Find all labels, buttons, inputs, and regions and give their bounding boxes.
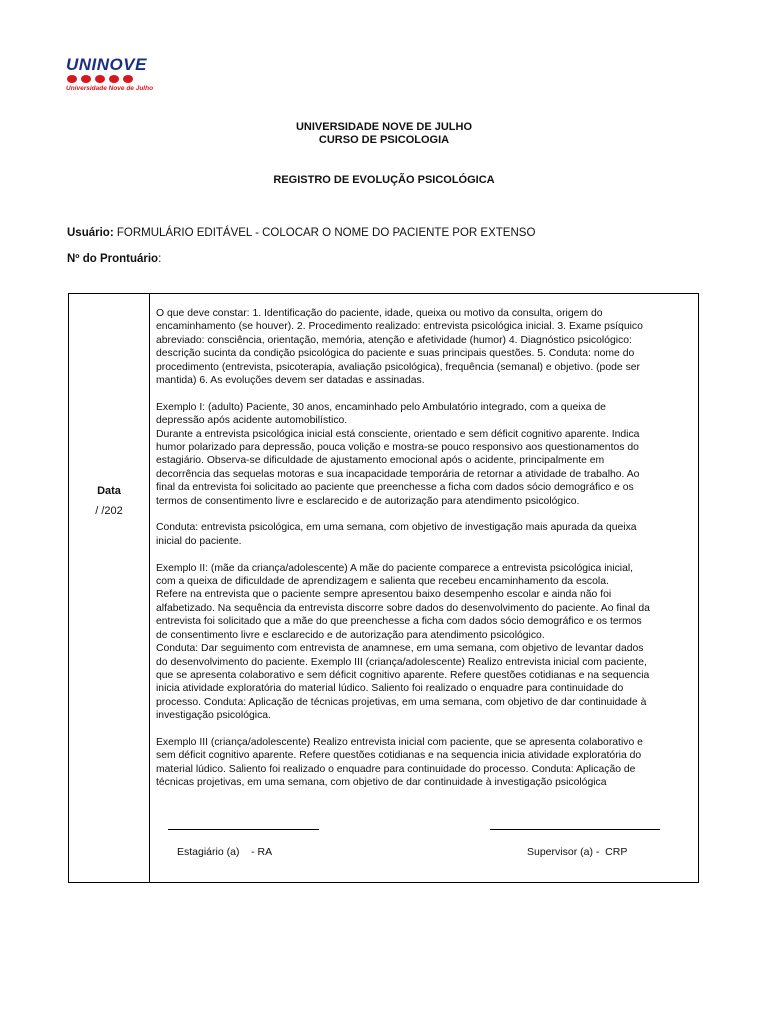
intern-signature-line [168,829,319,830]
evolution-record-box [68,293,699,883]
document-title: REGISTRO DE EVOLUÇÃO PSICOLÓGICA [273,174,495,186]
example-2-paragraph: Exemplo II: (mãe da criança/adolescente) A mãe do paciente comparece a entrevista psicológica inicial, com a queixa de dificuldade de aprendizagem e salienta que recebeu encaminhamento da escola. Refere na entrevista que o paciente sempre apresentou baixo desempenho escolar e ainda não foi alfabetizado. Na sequência da entrevista discorre sobre dados do desenvolvimento do paciente. Ao final da entrevista foi solicitado que a mãe do que preenchesse a ficha com dados sócio demográfico e os termos de consentimento livre e esclarecido e de autorização para atendimento psicológico. Conduta: Dar seguimento com entrevista de anamnese, em uma semana, com objetivo de levantar dados do desenvolvimento do paciente. Exemplo III (criança/adolescente) Realizo entrevista inicial com paciente, que se apresenta colaborativo e sem déficit cognitivo aparente. Refere questões cotidianas e na sequencia inicia atividade exploratória do material lúdico. Saliento foi realizado o enquadre para continuidade do processo. Conduta: Aplicação de técnicas projetivas, em uma semana, com objetivo de dar continuidade à investigação psicológica. [156,562,650,722]
prontuario-value[interactable]: : [158,253,162,265]
usuario-label: Usuário: [67,227,114,239]
usuario-value[interactable]: FORMULÁRIO EDITÁVEL - COLOCAR O NOME DO PACIENTE POR EXTENSO [113,227,536,239]
uninove-logo [66,55,154,92]
course-name: CURSO DE PSICOLOGIA [318,134,450,146]
usuario-field[interactable] [67,227,535,239]
prontuario-label: Nº do Prontuário [67,253,159,265]
logo-wordmark: UNINOVE [66,55,147,74]
column-divider [149,294,150,882]
university-name: UNIVERSIDADE NOVE DE JULHO [295,121,473,133]
supervisor-signature-label: Supervisor (a) - CRP [527,846,628,858]
date-field[interactable]: / /202 [95,505,123,517]
prontuario-field[interactable] [67,253,161,265]
logo-tagline: Universidade Nove de Julho [66,85,154,92]
intern-signature-label: Estagiário (a) - RA [177,846,273,858]
conduct-1-paragraph: Conduta: entrevista psicológica, em uma semana, com objetivo de investigação mais apurada da queixa inicial do paciente. [156,522,637,547]
instructions-paragraph: O que deve constar: 1. Identificação do paciente, idade, queixa ou motivo da consulta, origem do encaminhamento (se houver). 2. Procedimento realizado: entrevista psicológica inicial. 3. Exame psíquico abreviado: consciência, orientação, memória, atenção e afetividade (humor) 4. Diagnóstico psicológico: descrição sucinta da condição psicológica do paciente e suas principais questões. 5. Conduta: nome do procedimento (entrevista, psicoterapia, avaliação psicológica), frequência (semanal) e objetivo. (pode ser mantida) 6. As evoluções devem ser datadas e assinadas. [156,308,643,387]
evolution-text-area[interactable] [156,307,691,803]
example-1-paragraph: Exemplo I: (adulto) Paciente, 30 anos, encaminhado pelo Ambulatório integrado, com a queixa de depressão após acidente automobilístico. Durante a entrevista psicológica inicial está consciente, orientado e sem déficit cognitivo aparente. Indica humor polarizado para depressão, pouca volição e mostra-se pouco responsivo aos questionamentos do estagiário. Observa-se dificuldade de ajustamento emocional após o acidente, principalmente em decorrência das sequelas motoras e sua incapacidade temporária de retornar a atividade de trabalho. Ao final da entrevista foi solicitado ao paciente que preenchesse a ficha com dados sócio demográfico e os termos de consentimento livre e esclarecido e de autorização para atendimento psicológico. [156,401,640,507]
date-label: Data [97,485,121,497]
example-3-paragraph: Exemplo III (criança/adolescente) Realizo entrevista inicial com paciente, que se apresenta colaborativo e sem déficit cognitivo aparente. Refere questões cotidianas e na sequencia inicia atividade exploratória do material lúdico. Saliento foi realizado o enquadre para continuidade do processo. Conduta: Aplicação de técnicas projetivas, em uma semana, com objetivo de dar continuidade à investigação psicológica [156,736,643,789]
supervisor-signature-line [490,829,660,830]
logo-dots-icon [66,75,146,83]
